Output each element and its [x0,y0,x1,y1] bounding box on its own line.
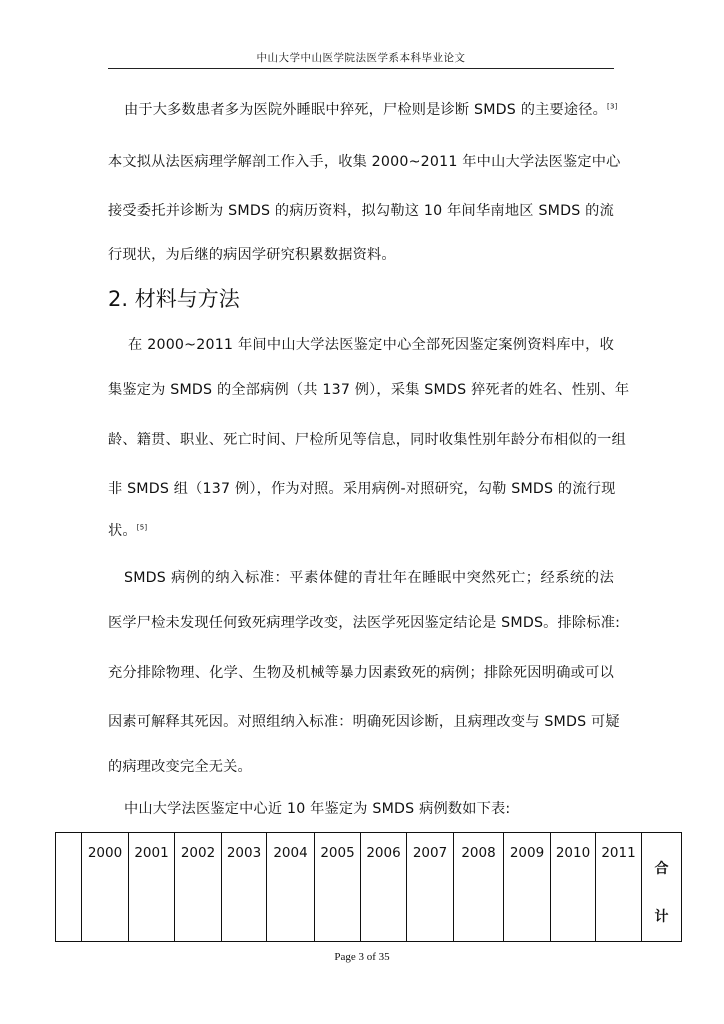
header-rule [108,68,614,69]
year-cell: 2001 [129,833,175,942]
page-number: Page 3 of 35 [334,951,390,963]
smds-cases-by-year-table [55,832,682,942]
citation-ref: [3] [607,102,618,111]
para4-line1: 中山大学法医鉴定中心近 10 年鉴定为 SMDS 病例数如下表: [124,801,511,817]
table-row [56,833,682,942]
para2-line3: 龄、籍贯、职业、死亡时间、尸检所见等信息，同时收集性别年龄分布相似的一组 [108,432,626,448]
para3-line2: 医学尸检未发现任何致死病理学改变，法医学死因鉴定结论是 SMDS。排除标准: [108,615,621,631]
para2-line5: 状。[5] [108,523,148,539]
year-cell: 2003 [222,833,267,942]
para1-line3: 接受委托并诊断为 SMDS 的病历资料，拟勾勒这 10 年间华南地区 SMDS 的流 [108,203,614,219]
year-cell: 2004 [267,833,315,942]
year-cell: 2010 [551,833,596,942]
para3-line3: 充分排除物理、化学、生物及机械等暴力因素致死的病例；排除死因明确或可以 [108,665,614,681]
para3-line5: 的病理改变完全无关。 [108,759,252,775]
para1-line1: 由于大多数患者多为医院外睡眠中猝死，尸检则是诊断 SMDS 的主要途径。[3] [124,102,618,118]
para2-line4: 非 SMDS 组（137 例），作为对照。采用病例-对照研究，勾勒 SMDS 的流行现 [108,481,616,497]
year-cell: 2002 [175,833,222,942]
citation-ref: [5] [136,523,148,532]
year-cell: 2009 [504,833,551,942]
para1-line2: 本文拟从法医病理学解剖工作入手，收集 2000~2011 年中山大学法医鉴定中心 [108,154,621,170]
year-cell: 2011 [596,833,642,942]
para3-line4: 因素可解释其死因。对照组纳入标准：明确死因诊断，且病理改变与 SMDS 可疑 [108,714,620,730]
year-cell: 2000 [82,833,129,942]
year-cell: 2006 [361,833,407,942]
total-header-cell: 合 计 [642,833,682,942]
year-cell: 2007 [407,833,454,942]
year-cell: 2008 [454,833,504,942]
table-row-header-cell [56,833,82,942]
para3-line1: SMDS 病例的纳入标准：平素体健的青壮年在睡眠中突然死亡；经系统的法 [124,570,614,586]
para1-line4: 行现状，为后继的病因学研究积累数据资料。 [108,247,396,263]
para2-line1: 在 2000~2011 年间中山大学法医鉴定中心全部死因鉴定案例资料库中，收 [128,337,614,353]
section-heading: 2. 材料与方法 [108,287,240,311]
year-cell: 2005 [315,833,361,942]
para2-line2: 集鉴定为 SMDS 的全部病例（共 137 例），采集 SMDS 猝死者的姓名、性别、年 [108,382,630,398]
running-header: 中山大学中山医学院法医学系本科毕业论文 [256,52,466,64]
